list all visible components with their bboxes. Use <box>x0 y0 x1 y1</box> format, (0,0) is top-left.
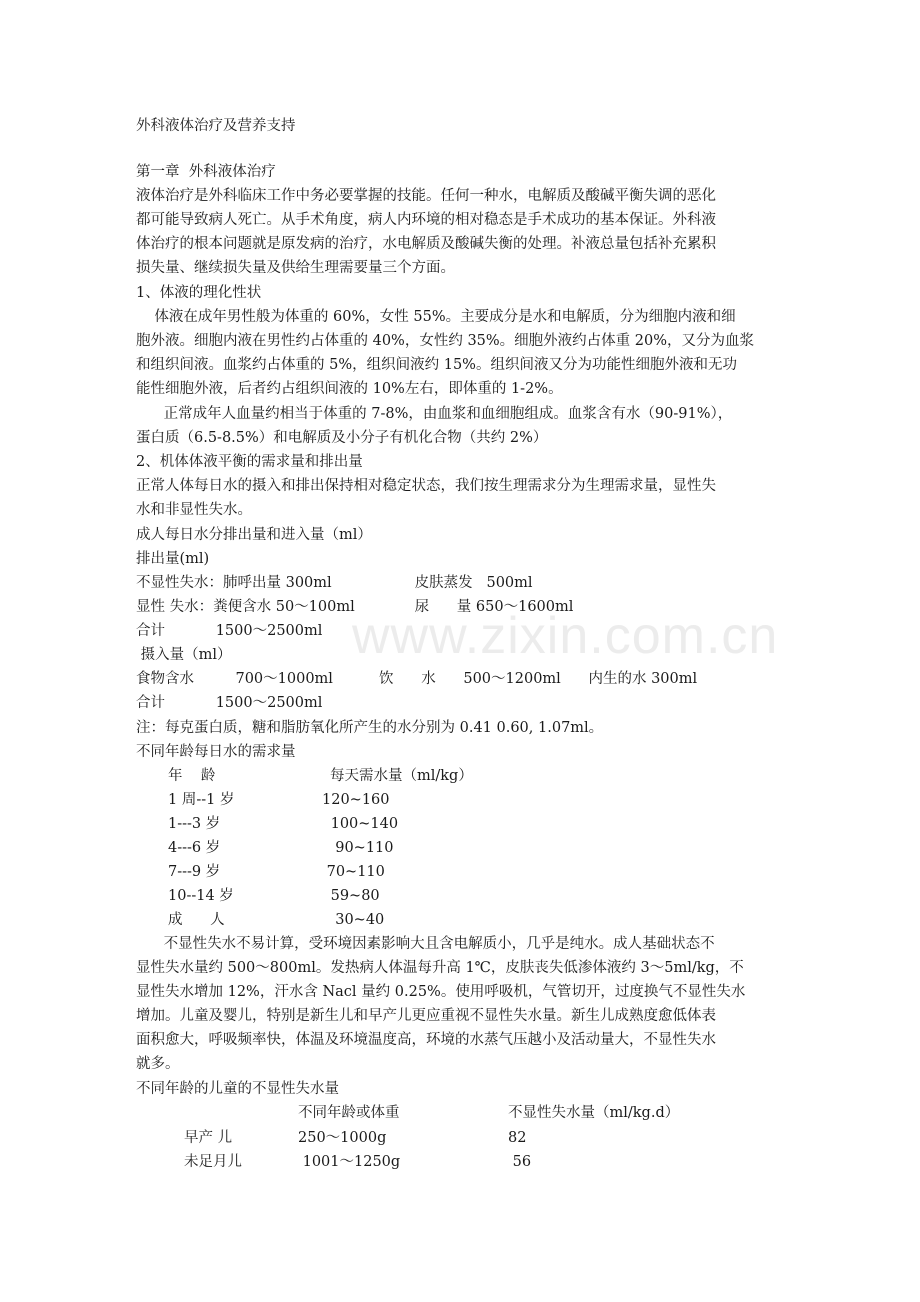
intro-line: 都可能导致病人死亡。从手术角度，病人内环境的相对稳态是手术成功的基本保证。外科液 <box>136 212 716 228</box>
note-line: 注：每克蛋白质，糖和脂肪氧化所产生的水分别为 0.41 0.60, 1.07ml。 <box>136 720 604 736</box>
output-line: 不显性失水：肺呼出量 300ml 皮肤蒸发 500ml <box>136 575 533 591</box>
balance-title: 成人每日水分排出量和进入量（ml） <box>136 527 372 543</box>
table-row-age: 1---3 岁 <box>168 816 221 832</box>
intake-total-line: 合计 1500～2500ml <box>136 695 323 711</box>
table-row-need: 59~80 <box>326 888 380 904</box>
table-row-age: 7---9 岁 <box>168 864 221 880</box>
child-table-title: 不同年龄的儿童的不显性失水量 <box>136 1081 339 1097</box>
table-row-age: 10--14 岁 <box>168 888 234 904</box>
insensible-para-line: 面积愈大，呼吸频率快，体温及环境温度高，环境的水蒸气压越小及活动量大，不显性失水 <box>136 1032 716 1048</box>
insensible-para-line: 增加。儿童及婴儿，特别是新生儿和早产儿更应重视不显性失水量。新生儿成熟度愈低体表 <box>136 1008 716 1024</box>
table-row-need: 70~110 <box>322 864 385 880</box>
watermark: www.zixin.com.cn <box>352 607 779 665</box>
section1-para1-line: 和组织间液。血浆约占体重的 5%，组织间液约 15%。组织间液又分为功能性细胞外液和无功 <box>136 357 737 373</box>
section1-para1-line: 胞外液。细胞内液在男性约占体重的 40%，女性约 35%。细胞外液约占体重 20%，又分为血浆 <box>136 333 755 349</box>
section1-para1-line: 能性细胞外液，后者约占组织间液的 10%左右，即体重的 1-2%。 <box>136 381 563 397</box>
chapter-heading: 第一章 外科液体治疗 <box>136 164 276 180</box>
table-row-age: 4---6 岁 <box>168 840 221 856</box>
table-row-weight: 1001～1250g <box>298 1154 401 1170</box>
table-row-loss: 56 <box>508 1154 532 1170</box>
section1-para2-line: 蛋白质（6.5-8.5%）和电解质及小分子有机化合物（共约 2%） <box>136 430 548 446</box>
output-line: 显性 失水：粪便含水 50～100ml 尿 量 650～1600ml <box>136 599 574 615</box>
output-total-line: 合计 1500～2500ml <box>136 623 323 639</box>
child-table-header-age: 不同年龄或体重 <box>298 1105 400 1121</box>
table-row-need: 100~140 <box>326 816 399 832</box>
table-row-age: 成 人 <box>168 912 225 928</box>
section2-para-line: 水和非显性失水。 <box>136 502 252 518</box>
intake-line: 食物含水 700～1000ml 饮 水 500～1200ml 内生的水 300ml <box>136 671 698 687</box>
section2-heading: 2、机体体液平衡的需求量和排出量 <box>136 454 363 470</box>
section1-para2-line: 正常成年人血量约相当于体重的 7-8%，由血浆和血细胞组成。血浆含有水（90-91%）， <box>136 406 733 422</box>
insensible-para-line: 显性失水量约 500～800ml。发热病人体温每升高 1℃，皮肤丧失低渗体液约 3～5ml/kg，不 <box>136 960 744 976</box>
intro-line: 损失量、继续损失量及供给生理需要量三个方面。 <box>136 260 455 276</box>
table-row-need: 90~110 <box>326 840 394 856</box>
document-title: 外科液体治疗及营养支持 <box>136 118 296 134</box>
table-row-need: 30~40 <box>326 912 385 928</box>
table-row-loss: 82 <box>508 1130 527 1146</box>
intake-title: 摄入量（ml） <box>136 647 232 663</box>
intro-line: 液体治疗是外科临床工作中务必要掌握的技能。任何一种水，电解质及酸碱平衡失调的恶化 <box>136 188 716 204</box>
table-row-age: 1 周--1 岁 <box>168 792 235 808</box>
age-table-header-age: 年 龄 <box>168 768 216 784</box>
child-table-header-loss: 不显性失水量（ml/kg.d） <box>508 1105 680 1121</box>
insensible-para-line: 就多。 <box>136 1056 180 1072</box>
table-row-group: 未足月儿 <box>184 1154 242 1170</box>
table-row-group: 早产 儿 <box>184 1130 233 1146</box>
intro-line: 体治疗的根本问题就是原发病的治疗，水电解质及酸碱失衡的处理。补液总量包括补充累积 <box>136 236 716 252</box>
insensible-para-line: 不显性失水不易计算，受环境因素影响大且含电解质小，几乎是纯水。成人基础状态不 <box>136 936 715 952</box>
section2-para-line: 正常人体每日水的摄入和排出保持相对稳定状态，我们按生理需求分为生理需求量，显性失 <box>136 478 716 494</box>
table-row-need: 120~160 <box>322 792 390 808</box>
insensible-para-line: 显性失水增加 12%，汗水含 Nacl 量约 0.25%。使用呼吸机，气管切开，过度换气不显性失水 <box>136 984 746 1000</box>
age-table-header-need: 每天需水量（ml/kg） <box>330 768 473 784</box>
output-title: 排出量(ml) <box>136 551 210 567</box>
section1-para1-line: 体液在成年男性般为体重的 60%，女性 55%。主要成分是水和电解质，分为细胞内液和细 <box>136 309 736 325</box>
section1-heading: 1、体液的理化性状 <box>136 285 262 301</box>
table-row-weight: 250～1000g <box>298 1130 387 1146</box>
age-table-title: 不同年龄每日水的需求量 <box>136 744 296 760</box>
